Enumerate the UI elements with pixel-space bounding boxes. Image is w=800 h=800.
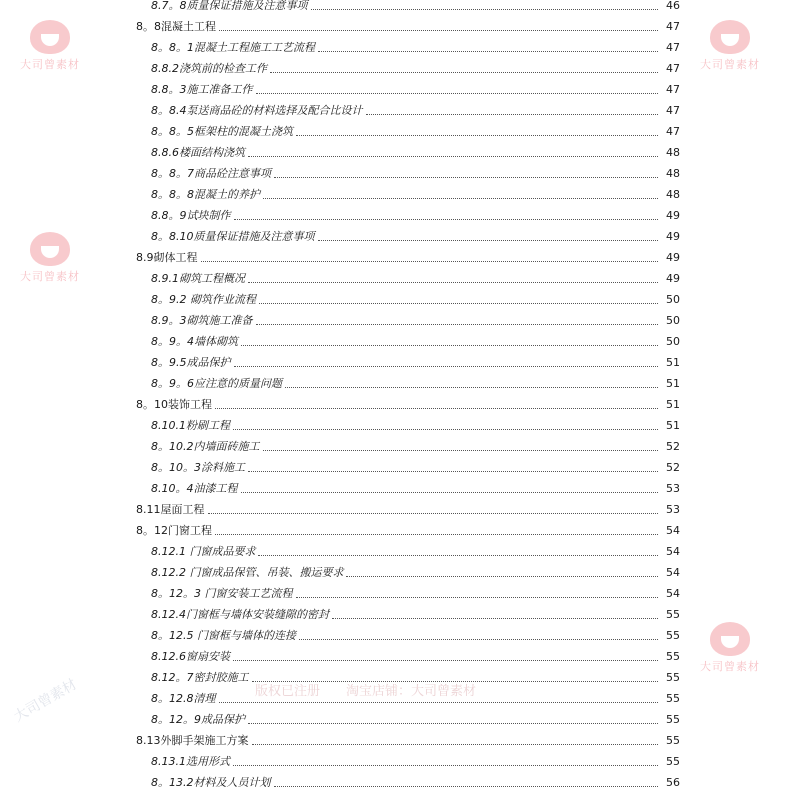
- watermark-brand: 大司曾素材: [700, 660, 760, 673]
- toc-page-number: 55: [666, 650, 680, 663]
- toc-entry[interactable]: [151, 436, 680, 457]
- toc-entry[interactable]: [151, 331, 680, 352]
- toc-dot-leader: [208, 513, 659, 514]
- watermark-logo: [20, 232, 80, 284]
- toc-page-number: 47: [666, 104, 680, 117]
- toc-dot-leader: [234, 219, 659, 220]
- toc-entry[interactable]: [151, 58, 680, 79]
- toc-dot-leader: [248, 723, 658, 724]
- toc-page-number: 47: [666, 62, 680, 75]
- toc-entry[interactable]: [151, 226, 680, 247]
- toc-entry[interactable]: [151, 541, 680, 562]
- toc-page-number: 48: [666, 167, 680, 180]
- toc-entry[interactable]: [151, 352, 680, 373]
- toc-entry[interactable]: [151, 709, 680, 730]
- toc-entry[interactable]: [151, 100, 680, 121]
- toc-entry[interactable]: [136, 16, 680, 37]
- toc-dot-leader: [299, 639, 658, 640]
- toc-dot-leader: [346, 576, 658, 577]
- toc-entry[interactable]: [151, 205, 680, 226]
- toc-entry-label: 8。10装饰工程: [136, 398, 212, 411]
- toc-page-number: 51: [666, 398, 680, 411]
- toc-page-number: 47: [666, 20, 680, 33]
- toc-page-number: 51: [666, 356, 680, 369]
- toc-page-number: 52: [666, 461, 680, 474]
- toc-dot-leader: [256, 93, 659, 94]
- toc-dot-leader: [296, 135, 658, 136]
- toc-dot-leader: [332, 618, 658, 619]
- toc-dot-leader: [318, 51, 658, 52]
- toc-entry-label: 8.8.2浇筑前的检查工作: [151, 62, 267, 75]
- watermark-logo: [20, 20, 80, 72]
- toc-dot-leader: [285, 387, 658, 388]
- toc-dot-leader: [256, 324, 659, 325]
- toc-page-number: 50: [666, 314, 680, 327]
- toc-page-number: 49: [666, 209, 680, 222]
- toc-entry[interactable]: [136, 394, 680, 415]
- watermark-logo: [700, 20, 760, 72]
- toc-dot-leader: [252, 744, 659, 745]
- toc-entry-label: 8.9.1砌筑工程概况: [151, 272, 245, 285]
- toc-entry[interactable]: [151, 142, 680, 163]
- toc-entry-label: 8。8。5框架柱的混凝土浇筑: [151, 125, 293, 138]
- toc-entry-label: 8.13外脚手架施工方案: [136, 734, 249, 747]
- watermark-brand: 大司曾素材: [20, 58, 80, 71]
- toc-entry[interactable]: [151, 478, 680, 499]
- toc-entry[interactable]: [151, 310, 680, 331]
- toc-entry-label: 8.10。4油漆工程: [151, 482, 238, 495]
- toc-dot-leader: [274, 786, 659, 787]
- toc-entry[interactable]: [151, 562, 680, 583]
- toc-page-number: 55: [666, 671, 680, 684]
- toc-entry[interactable]: [136, 499, 680, 520]
- toc-entry-label: 8.12.4门窗框与墙体安装缝隙的密封: [151, 608, 329, 621]
- toc-entry[interactable]: [151, 751, 680, 772]
- toc-entry[interactable]: [136, 520, 680, 541]
- toc-dot-leader: [263, 198, 658, 199]
- watermark-face-icon: [30, 232, 70, 266]
- toc-entry[interactable]: [151, 667, 680, 688]
- toc-dot-leader: [270, 72, 658, 73]
- toc-entry-label: 8。9.2 砌筑作业流程: [151, 293, 256, 306]
- toc-dot-leader: [219, 702, 659, 703]
- toc-page-number: 50: [666, 293, 680, 306]
- toc-entry[interactable]: [151, 625, 680, 646]
- toc-entry[interactable]: [151, 604, 680, 625]
- toc-dot-leader: [201, 261, 659, 262]
- toc-dot-leader: [241, 492, 659, 493]
- watermark-brand: 大司曾素材: [700, 58, 760, 71]
- toc-entry[interactable]: [136, 730, 680, 751]
- toc-entry[interactable]: [151, 289, 680, 310]
- toc-page-number: 48: [666, 188, 680, 201]
- toc-entry[interactable]: [151, 373, 680, 394]
- toc-entry-label: 8。12.5 门窗框与墙体的连接: [151, 629, 296, 642]
- toc-entry-label: 8。8混凝土工程: [136, 20, 216, 33]
- toc-page-number: 54: [666, 587, 680, 600]
- toc-entry[interactable]: [151, 688, 680, 709]
- toc-dot-leader: [219, 30, 658, 31]
- watermark-face-icon: [710, 20, 750, 54]
- toc-entry-label: 8.12.2 门窗成品保管、吊装、搬运要求: [151, 566, 344, 579]
- toc-entry[interactable]: [151, 268, 680, 289]
- toc-page-number: 55: [666, 629, 680, 642]
- toc-page-number: 50: [666, 335, 680, 348]
- toc-dot-leader: [215, 408, 658, 409]
- toc-entry-label: 8。9。4墙体砌筑: [151, 335, 238, 348]
- toc-page-number: 54: [666, 566, 680, 579]
- toc-page-number: 47: [666, 41, 680, 54]
- toc-dot-leader: [296, 597, 659, 598]
- toc-dot-leader: [233, 660, 658, 661]
- toc-dot-leader: [311, 9, 659, 10]
- toc-dot-leader: [248, 282, 658, 283]
- toc-dot-leader: [252, 681, 659, 682]
- toc-entry-label: 8.12.6窗扇安装: [151, 650, 230, 663]
- toc-entry-label: 8。13.2材料及人员计划: [151, 776, 271, 789]
- toc-dot-leader: [215, 534, 658, 535]
- toc-page-number: 46: [666, 0, 680, 12]
- toc-entry-label: 8。10。3涂料施工: [151, 461, 245, 474]
- toc-dot-leader: [241, 345, 658, 346]
- toc-page-number: 55: [666, 734, 680, 747]
- toc-page-number: 49: [666, 272, 680, 285]
- toc-entry-label: 8。8.4泵送商品砼的材料选择及配合比设计: [151, 104, 363, 117]
- toc-entry-label: 8。10.2内墙面砖施工: [151, 440, 260, 453]
- toc-entry-label: 8。8。8混凝土的养护: [151, 188, 260, 201]
- watermark-brand: 大司曾素材: [20, 270, 80, 283]
- toc-entry[interactable]: [151, 583, 680, 604]
- toc-entry[interactable]: [151, 646, 680, 667]
- toc-entry-label: 8.12。7密封胶施工: [151, 671, 249, 684]
- toc-entry-label: 8。8。1混凝土工程施工工艺流程: [151, 41, 315, 54]
- toc-entry-label: 8。8.10质量保证措施及注意事项: [151, 230, 315, 243]
- toc-entry[interactable]: [151, 37, 680, 58]
- toc-page-number: 52: [666, 440, 680, 453]
- toc-entry-label: 8.10.1粉刷工程: [151, 419, 230, 432]
- toc-dot-leader: [233, 765, 658, 766]
- toc-page-number: 55: [666, 713, 680, 726]
- toc-entry-label: 8.8。9试块制作: [151, 209, 231, 222]
- watermark-face-icon: [710, 622, 750, 656]
- toc-entry[interactable]: [151, 184, 680, 205]
- toc-page-number: 48: [666, 146, 680, 159]
- toc-entry-label: 8。12门窗工程: [136, 524, 212, 537]
- toc-page-number: 55: [666, 692, 680, 705]
- watermark-diagonal-text: 大司曾素材: [11, 676, 80, 726]
- toc-entry-label: 8。12.8清理: [151, 692, 216, 705]
- toc-page-number: 53: [666, 503, 680, 516]
- toc-page-number: 53: [666, 482, 680, 495]
- toc-entry-label: 8。12。3 门窗安装工艺流程: [151, 587, 293, 600]
- toc-dot-leader: [248, 471, 658, 472]
- toc-page-number: 55: [666, 755, 680, 768]
- toc-page-number: 47: [666, 83, 680, 96]
- toc-entry-label: 8.13.1选用形式: [151, 755, 230, 768]
- toc-entry-label: 8.8.6楼面结构浇筑: [151, 146, 245, 159]
- toc-entry-label: 8。8。7商品砼注意事项: [151, 167, 271, 180]
- toc-page-number: 47: [666, 125, 680, 138]
- toc-page-number: 51: [666, 377, 680, 390]
- toc-dot-leader: [233, 429, 658, 430]
- toc-entry[interactable]: [151, 415, 680, 436]
- toc-page-number: 51: [666, 419, 680, 432]
- toc-dot-leader: [263, 450, 659, 451]
- toc-entry[interactable]: [151, 79, 680, 100]
- toc-entry[interactable]: [136, 247, 680, 268]
- toc-entry-label: 8.9。3砌筑施工准备: [151, 314, 253, 327]
- toc-entry[interactable]: [151, 121, 680, 142]
- toc-entry-label: 8。9.5成品保护: [151, 356, 231, 369]
- toc-entry[interactable]: [151, 457, 680, 478]
- toc-dot-leader: [259, 303, 658, 304]
- toc-dot-leader: [274, 177, 658, 178]
- toc-entry-label: 8.12.1 门窗成品要求: [151, 545, 256, 558]
- toc-entry-label: 8.8。3施工准备工作: [151, 83, 253, 96]
- toc-entry[interactable]: [151, 163, 680, 184]
- toc-page-number: 49: [666, 230, 680, 243]
- toc-dot-leader: [234, 366, 659, 367]
- toc-dot-leader: [318, 240, 659, 241]
- watermark-logo: [700, 622, 760, 674]
- toc-dot-leader: [366, 114, 659, 115]
- toc-entry[interactable]: [151, 0, 680, 16]
- toc-page-number: 54: [666, 545, 680, 558]
- watermark-text: 版权已注册 淘宝店铺：大司曾素材: [255, 684, 477, 699]
- toc-page-number: 49: [666, 251, 680, 264]
- toc-dot-leader: [248, 156, 658, 157]
- toc-entry-label: 8.9砌体工程: [136, 251, 198, 264]
- toc-page-number: 54: [666, 524, 680, 537]
- toc-entry-label: 8。12。9成品保护: [151, 713, 245, 726]
- toc-entry[interactable]: [151, 772, 680, 793]
- toc-entry-label: 8.11屋面工程: [136, 503, 205, 516]
- toc-page-number: 55: [666, 608, 680, 621]
- toc-dot-leader: [258, 555, 658, 556]
- watermark-face-icon: [30, 20, 70, 54]
- toc-entry-label: 8。9。6应注意的质量问题: [151, 377, 282, 390]
- toc-page-number: 56: [666, 776, 680, 789]
- toc-entry-label: 8.7。8质量保证措施及注意事项: [151, 0, 308, 12]
